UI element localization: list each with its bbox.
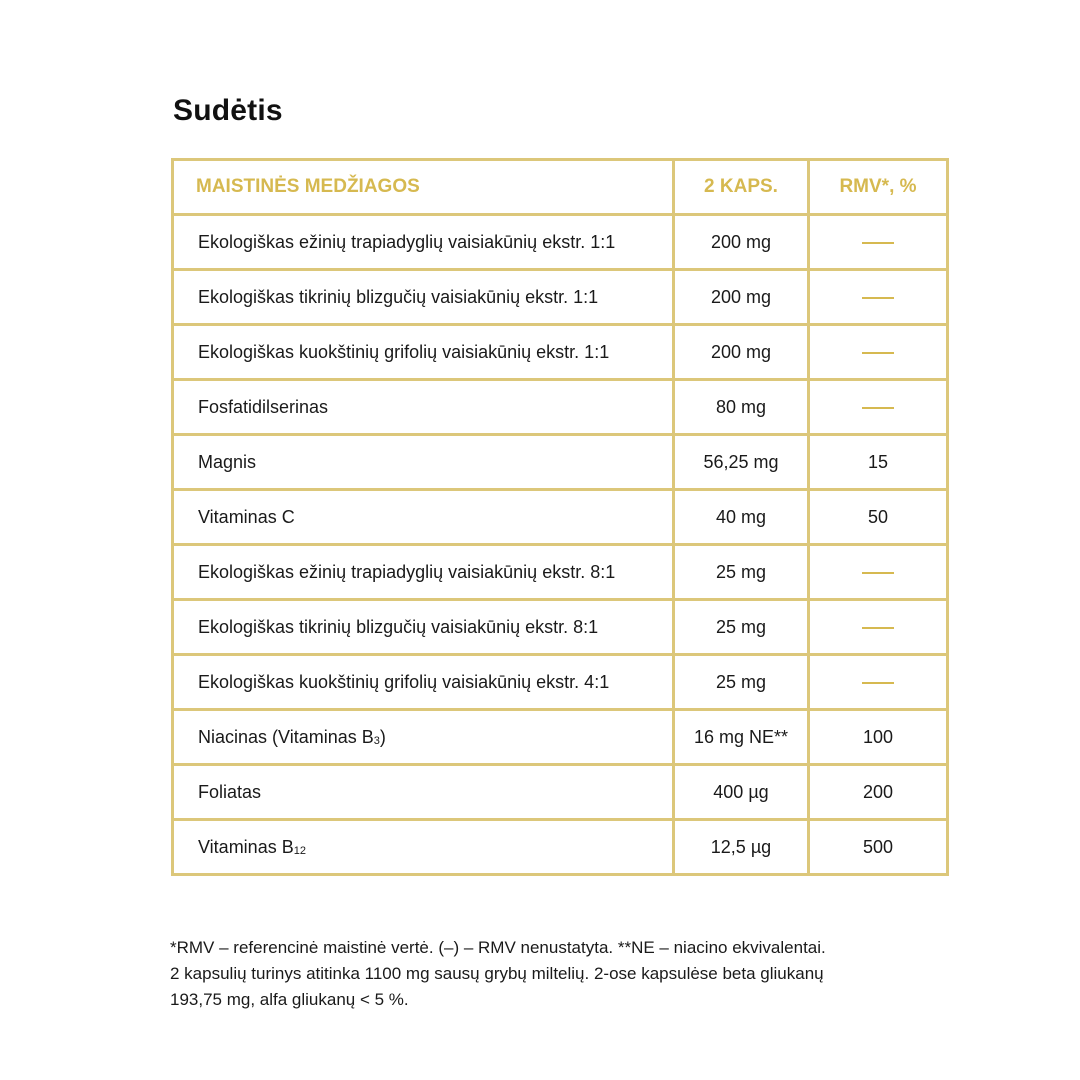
table-header-row (173, 160, 948, 215)
nutrient-rmv: 500 (809, 820, 948, 875)
subscript: 3 (373, 734, 380, 747)
nutrient-rmv (809, 545, 948, 600)
nutrient-rmv: 15 (809, 435, 948, 490)
nutrient-name (173, 820, 674, 875)
table-row (173, 215, 948, 270)
nutrition-table (171, 158, 949, 876)
nutrient-name: Ekologiškas kuokštinių grifolių vaisiakūnių ekstr. 4:1 (173, 655, 674, 710)
table-row (173, 710, 948, 765)
nutrient-quantity: 25 mg (674, 600, 809, 655)
nutrient-name: Vitaminas C (173, 490, 674, 545)
not-set-dash (862, 627, 894, 629)
nutrient-rmv (809, 380, 948, 435)
nutrient-quantity: 12,5 µg (674, 820, 809, 875)
footnote-line: 193,75 mg, alfa gliukanų < 5 %. (170, 990, 409, 1009)
nutrient-name: Ekologiškas tikrinių blizgučių vaisiakūnių ekstr. 1:1 (173, 270, 674, 325)
nutrient-name-text: Vitaminas B (198, 836, 294, 857)
table-row (173, 380, 948, 435)
nutrient-name: Ekologiškas ežinių trapiadyglių vaisiakūnių ekstr. 8:1 (173, 545, 674, 600)
table-row (173, 655, 948, 710)
nutrient-name: Ekologiškas kuokštinių grifolių vaisiakūnių ekstr. 1:1 (173, 325, 674, 380)
subscript: 12 (293, 844, 306, 857)
table-row (173, 545, 948, 600)
not-set-dash (862, 572, 894, 574)
table-row (173, 270, 948, 325)
nutrient-rmv (809, 655, 948, 710)
footnote-line: *RMV – referencinė maistinė vertė. (–) – RMV nenustatyta. **NE – niacino ekvivalentai. (170, 938, 826, 957)
nutrient-name: Fosfatidilserinas (173, 380, 674, 435)
nutrient-quantity: 16 mg NE** (674, 710, 809, 765)
nutrient-name-suffix: ) (379, 726, 386, 747)
nutrient-rmv (809, 325, 948, 380)
table-row (173, 820, 948, 875)
nutrient-rmv: 100 (809, 710, 948, 765)
nutrient-quantity: 80 mg (674, 380, 809, 435)
footnote-line: 2 kapsulių turinys atitinka 1100 mg sausų grybų miltelių. 2-ose kapsulėse beta gliukanų (170, 964, 824, 983)
footnote (170, 935, 930, 1013)
nutrient-quantity: 25 mg (674, 655, 809, 710)
not-set-dash (862, 242, 894, 244)
nutrient-rmv: 200 (809, 765, 948, 820)
nutrient-quantity: 400 µg (674, 765, 809, 820)
nutrient-quantity: 200 mg (674, 325, 809, 380)
table-row (173, 490, 948, 545)
not-set-dash (862, 407, 894, 409)
nutrient-quantity: 200 mg (674, 270, 809, 325)
nutrient-name: Magnis (173, 435, 674, 490)
nutrient-quantity: 200 mg (674, 215, 809, 270)
page-title: Sudėtis (173, 94, 283, 127)
nutrient-rmv (809, 215, 948, 270)
header-rmv: RMV*, % (809, 160, 948, 215)
header-nutrients: MAISTINĖS MEDŽIAGOS (173, 160, 674, 215)
not-set-dash (862, 297, 894, 299)
nutrient-rmv (809, 270, 948, 325)
nutrient-name (173, 710, 674, 765)
nutrient-name: Foliatas (173, 765, 674, 820)
table-row (173, 325, 948, 380)
header-quantity: 2 KAPS. (674, 160, 809, 215)
table-row (173, 435, 948, 490)
nutrient-rmv: 50 (809, 490, 948, 545)
table-row (173, 765, 948, 820)
nutrient-quantity: 40 mg (674, 490, 809, 545)
not-set-dash (862, 352, 894, 354)
nutrient-name: Ekologiškas ežinių trapiadyglių vaisiakūnių ekstr. 1:1 (173, 215, 674, 270)
nutrient-quantity: 56,25 mg (674, 435, 809, 490)
nutrient-rmv (809, 600, 948, 655)
not-set-dash (862, 682, 894, 684)
nutrient-name: Ekologiškas tikrinių blizgučių vaisiakūnių ekstr. 8:1 (173, 600, 674, 655)
table-row (173, 600, 948, 655)
nutrient-name-text: Niacinas (Vitaminas B (198, 726, 374, 747)
nutrient-quantity: 25 mg (674, 545, 809, 600)
